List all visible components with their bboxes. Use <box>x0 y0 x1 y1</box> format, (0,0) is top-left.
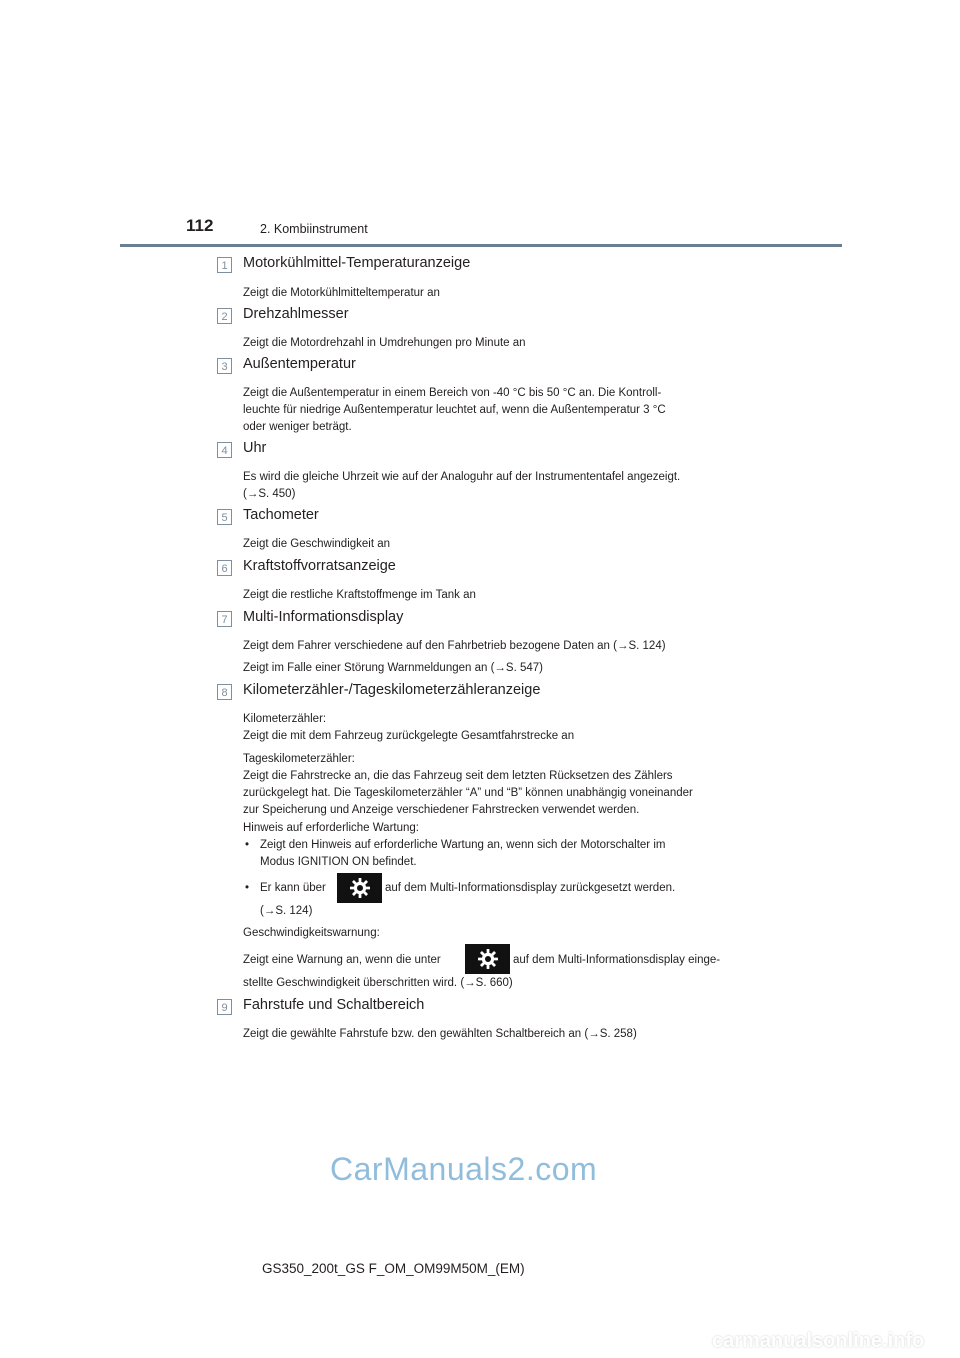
item-desc-4-line: Es wird die gleiche Uhrzeit wie auf der Analoguhr auf der Instrumententafel angezeigt. <box>243 471 681 483</box>
bullet-marker: • <box>245 882 250 894</box>
trip-line: zur Speicherung und Anzeige verschiedener Fahrstrecken verwendet werden. <box>243 804 640 816</box>
odometer-label: Kilometerzähler: <box>243 713 327 725</box>
speed-warning-before: Zeigt eine Warnung an, wenn die unter <box>243 954 441 966</box>
speed-warning-label: Geschwindigkeitswarnung: <box>243 927 380 939</box>
item-desc-9: Zeigt die gewählte Fahrstufe bzw. den gewählten Schaltbereich an (→S. 258) <box>243 1028 637 1040</box>
odometer-block <box>243 711 745 745</box>
item-desc-3 <box>243 385 745 436</box>
item-desc-3-line: oder weniger beträgt. <box>243 421 352 433</box>
bullet-marker: • <box>245 839 250 851</box>
reset-reference: (→S. 124) <box>260 905 313 917</box>
item-number-3: 3 <box>217 358 232 374</box>
item-title-8: Kilometerzähler-/Tageskilometerzähleranzeige <box>243 682 541 698</box>
corner-watermark: carmanualsonline.info <box>712 1330 925 1352</box>
item-number-1: 1 <box>217 257 232 273</box>
item-title-1: Motorkühlmittel-Temperaturanzeige <box>243 255 471 271</box>
reset-after: auf dem Multi-Informationsdisplay zurückgesetzt werden. <box>385 882 676 894</box>
trip-line: Zeigt die Fahrstrecke an, die das Fahrzeug seit dem letzten Rücksetzen des Zählers <box>243 770 673 782</box>
item-number-9: 9 <box>217 999 232 1015</box>
item-desc-3-line: leuchte für niedrige Außentemperatur leuchtet auf, wenn die Außentemperatur 3 °C <box>243 404 666 416</box>
watermark: CarManuals2.com <box>330 1151 598 1187</box>
item-desc-7: Zeigt dem Fahrer verschiedene auf den Fahrbetrieb bezogene Daten an (→S. 124) <box>243 640 666 652</box>
bullet-line: Modus IGNITION ON befindet. <box>260 856 417 868</box>
maintenance-bullet-1 <box>260 837 745 871</box>
item-number-4: 4 <box>217 442 232 458</box>
item-title-7: Multi-Informationsdisplay <box>243 609 404 625</box>
item-desc-7b: Zeigt im Falle einer Störung Warnmeldungen an (→S. 547) <box>243 662 543 674</box>
item-desc-3-line: Zeigt die Außentemperatur in einem Bereich von -40 °C bis 50 °C an. Die Kontroll- <box>243 387 662 399</box>
trip-line: zurückgelegt hat. Die Tageskilometerzähler “A” und “B” können unabhängig voneinander <box>243 787 693 799</box>
settings-gear-icon <box>465 944 510 974</box>
item-title-6: Kraftstoffvorratsanzeige <box>243 558 396 574</box>
item-desc-2: Zeigt die Motordrehzahl in Umdrehungen pro Minute an <box>243 337 526 349</box>
chapter-title: 2. Kombiinstrument <box>260 222 368 236</box>
trip-label: Tageskilometerzähler: <box>243 753 355 765</box>
reset-before: Er kann über <box>260 882 326 894</box>
item-desc-4 <box>243 469 745 503</box>
item-title-3: Außentemperatur <box>243 356 356 372</box>
header-rule <box>120 244 842 247</box>
trip-block <box>243 751 745 819</box>
item-desc-1: Zeigt die Motorkühlmitteltemperatur an <box>243 287 440 299</box>
item-number-2: 2 <box>217 308 232 324</box>
maintenance-label: Hinweis auf erforderliche Wartung: <box>243 822 419 834</box>
item-desc-5: Zeigt die Geschwindigkeit an <box>243 538 391 550</box>
item-desc-6: Zeigt die restliche Kraftstoffmenge im Tank an <box>243 589 476 601</box>
odometer-text: Zeigt die mit dem Fahrzeug zurückgelegte Gesamtfahrstrecke an <box>243 730 575 742</box>
item-number-8: 8 <box>217 684 232 700</box>
item-title-4: Uhr <box>243 440 267 456</box>
item-title-2: Drehzahlmesser <box>243 306 349 322</box>
settings-gear-icon <box>337 873 382 903</box>
item-desc-4-line: (→S. 450) <box>243 488 296 500</box>
speed-warning-after: auf dem Multi-Informationsdisplay einge- <box>513 954 721 966</box>
page-number: 112 <box>186 216 214 235</box>
speed-warning-line2: stellte Geschwindigkeit überschritten wird. (→S. 660) <box>243 977 513 989</box>
item-number-6: 6 <box>217 560 232 576</box>
item-title-9: Fahrstufe und Schaltbereich <box>243 997 425 1013</box>
item-number-7: 7 <box>217 611 232 627</box>
document-code: GS350_200t_GS F_OM_OM99M50M_(EM) <box>262 1261 525 1276</box>
item-title-5: Tachometer <box>243 507 319 523</box>
item-number-5: 5 <box>217 509 232 525</box>
bullet-line: Zeigt den Hinweis auf erforderliche Wartung an, wenn sich der Motorschalter im <box>260 839 666 851</box>
